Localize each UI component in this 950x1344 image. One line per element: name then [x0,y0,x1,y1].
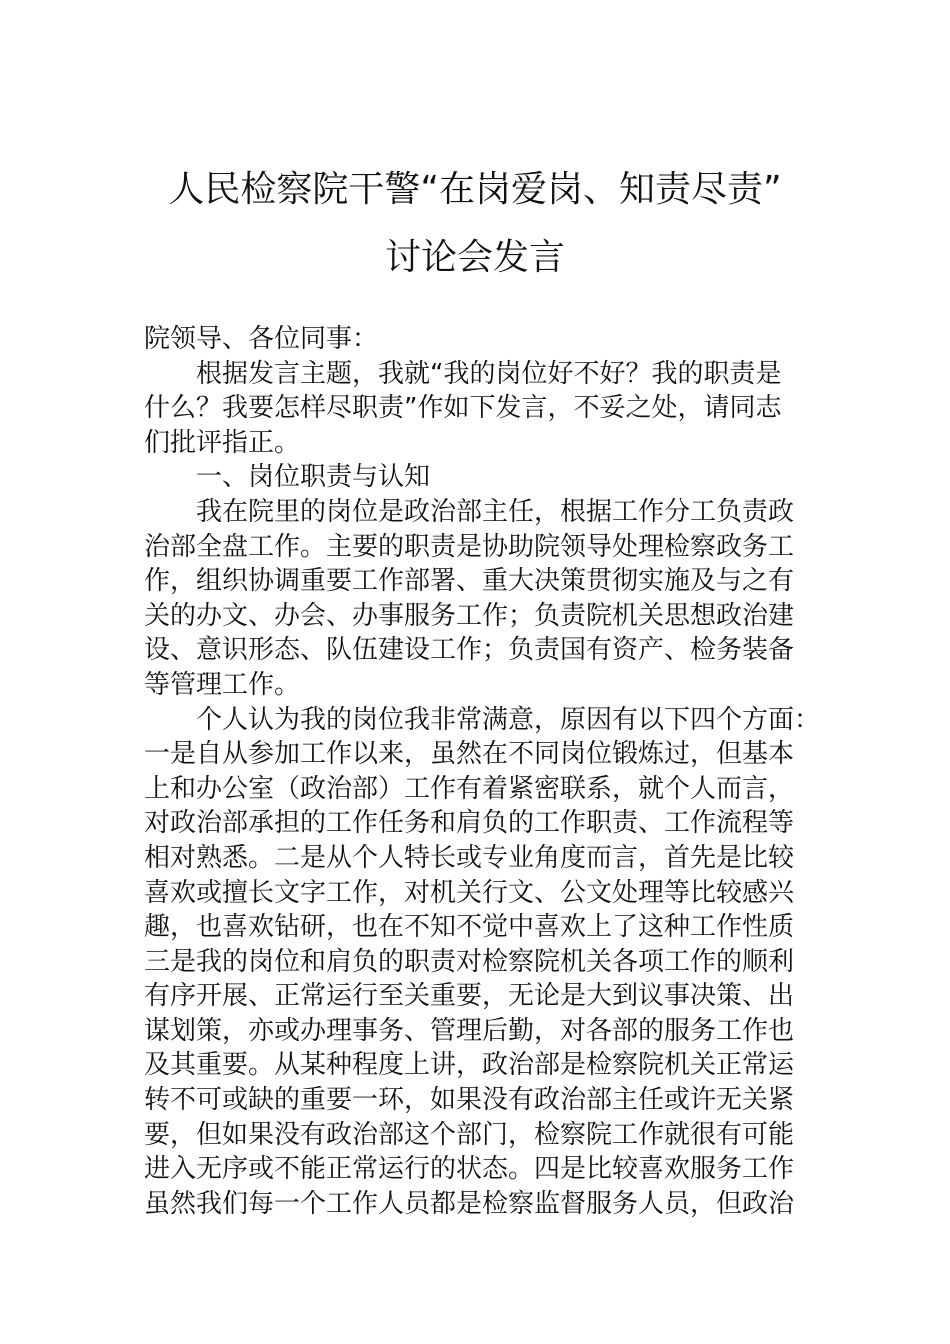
body-line: 设、意识形态、队伍建设工作；负责国有资产、检务装备 [144,635,795,666]
body-line: 关的办文、办会、办事服务工作；负责院机关思想政治建 [144,600,795,631]
body-line: 进入无序或不能正常运行的状态。四是比较喜欢服务工作 [144,1154,795,1185]
body-line: 等管理工作。 [144,669,301,700]
body-line: 对政治部承担的工作任务和肩负的工作职责、工作流程等 [144,808,795,839]
section-heading: 一、岗位职责与认知 [196,462,431,493]
document-title-line-2: 讨论会发言 [384,237,565,278]
body-line: 相对熟悉。二是从个人特长或专业角度而言，首先是比较 [144,842,795,873]
body-line: 什么？我要怎样尽职责”作如下发言，不妥之处，请同志 [144,393,782,424]
body-line: 要，但如果没有政治部这个部门，检察院工作就很有可能 [144,1119,795,1150]
body-line: 有序开展、正常运行至关重要，无论是大到议事决策、出 [144,981,795,1012]
body-line: 趣，也喜欢钻研，也在不知不觉中喜欢上了这种工作性质 [144,912,795,943]
body-line: 们批评指正。 [144,427,301,458]
body-line: 我在院里的岗位是政治部主任，根据工作分工负责政 [196,496,795,527]
body-line: 根据发言主题，我就“我的岗位好不好？我的职责是 [196,358,782,389]
body-line: 上和办公室（政治部）工作有着紧密联系，就个人而言， [144,773,795,804]
document-title-line-1: 人民检察院干警“在岗爱岗、知责尽责” [168,169,782,210]
body-line: 个人认为我的岗位我非常满意，原因有以下四个方面： [196,704,821,735]
body-line: 虽然我们每一个工作人员都是检察监督服务人员，但政治 [144,1188,795,1219]
body-line: 三是我的岗位和肩负的职责对检察院机关各项工作的顺利 [144,946,795,977]
document-body [144,322,824,1221]
body-line: 转不可或缺的重要一环，如果没有政治部主任或许无关紧 [144,1085,795,1116]
body-line-salutation: 院领导、各位同事： [144,324,379,354]
body-line: 治部全盘工作。主要的职责是协助院领导处理检察政务工 [144,531,795,562]
body-line: 喜欢或擅长文字工作，对机关行文、公文处理等比较感兴 [144,877,795,908]
body-line: 谋划策，亦或办理事务、管理后勤，对各部的服务工作也 [144,1015,795,1046]
body-line: 作，组织协调重要工作部署、重大决策贯彻实施及与之有 [144,566,795,597]
body-line: 一是自从参加工作以来，虽然在不同岗位锻炼过，但基本 [144,739,795,770]
body-line: 及其重要。从某种程度上讲，政治部是检察院机关正常运 [144,1050,795,1081]
